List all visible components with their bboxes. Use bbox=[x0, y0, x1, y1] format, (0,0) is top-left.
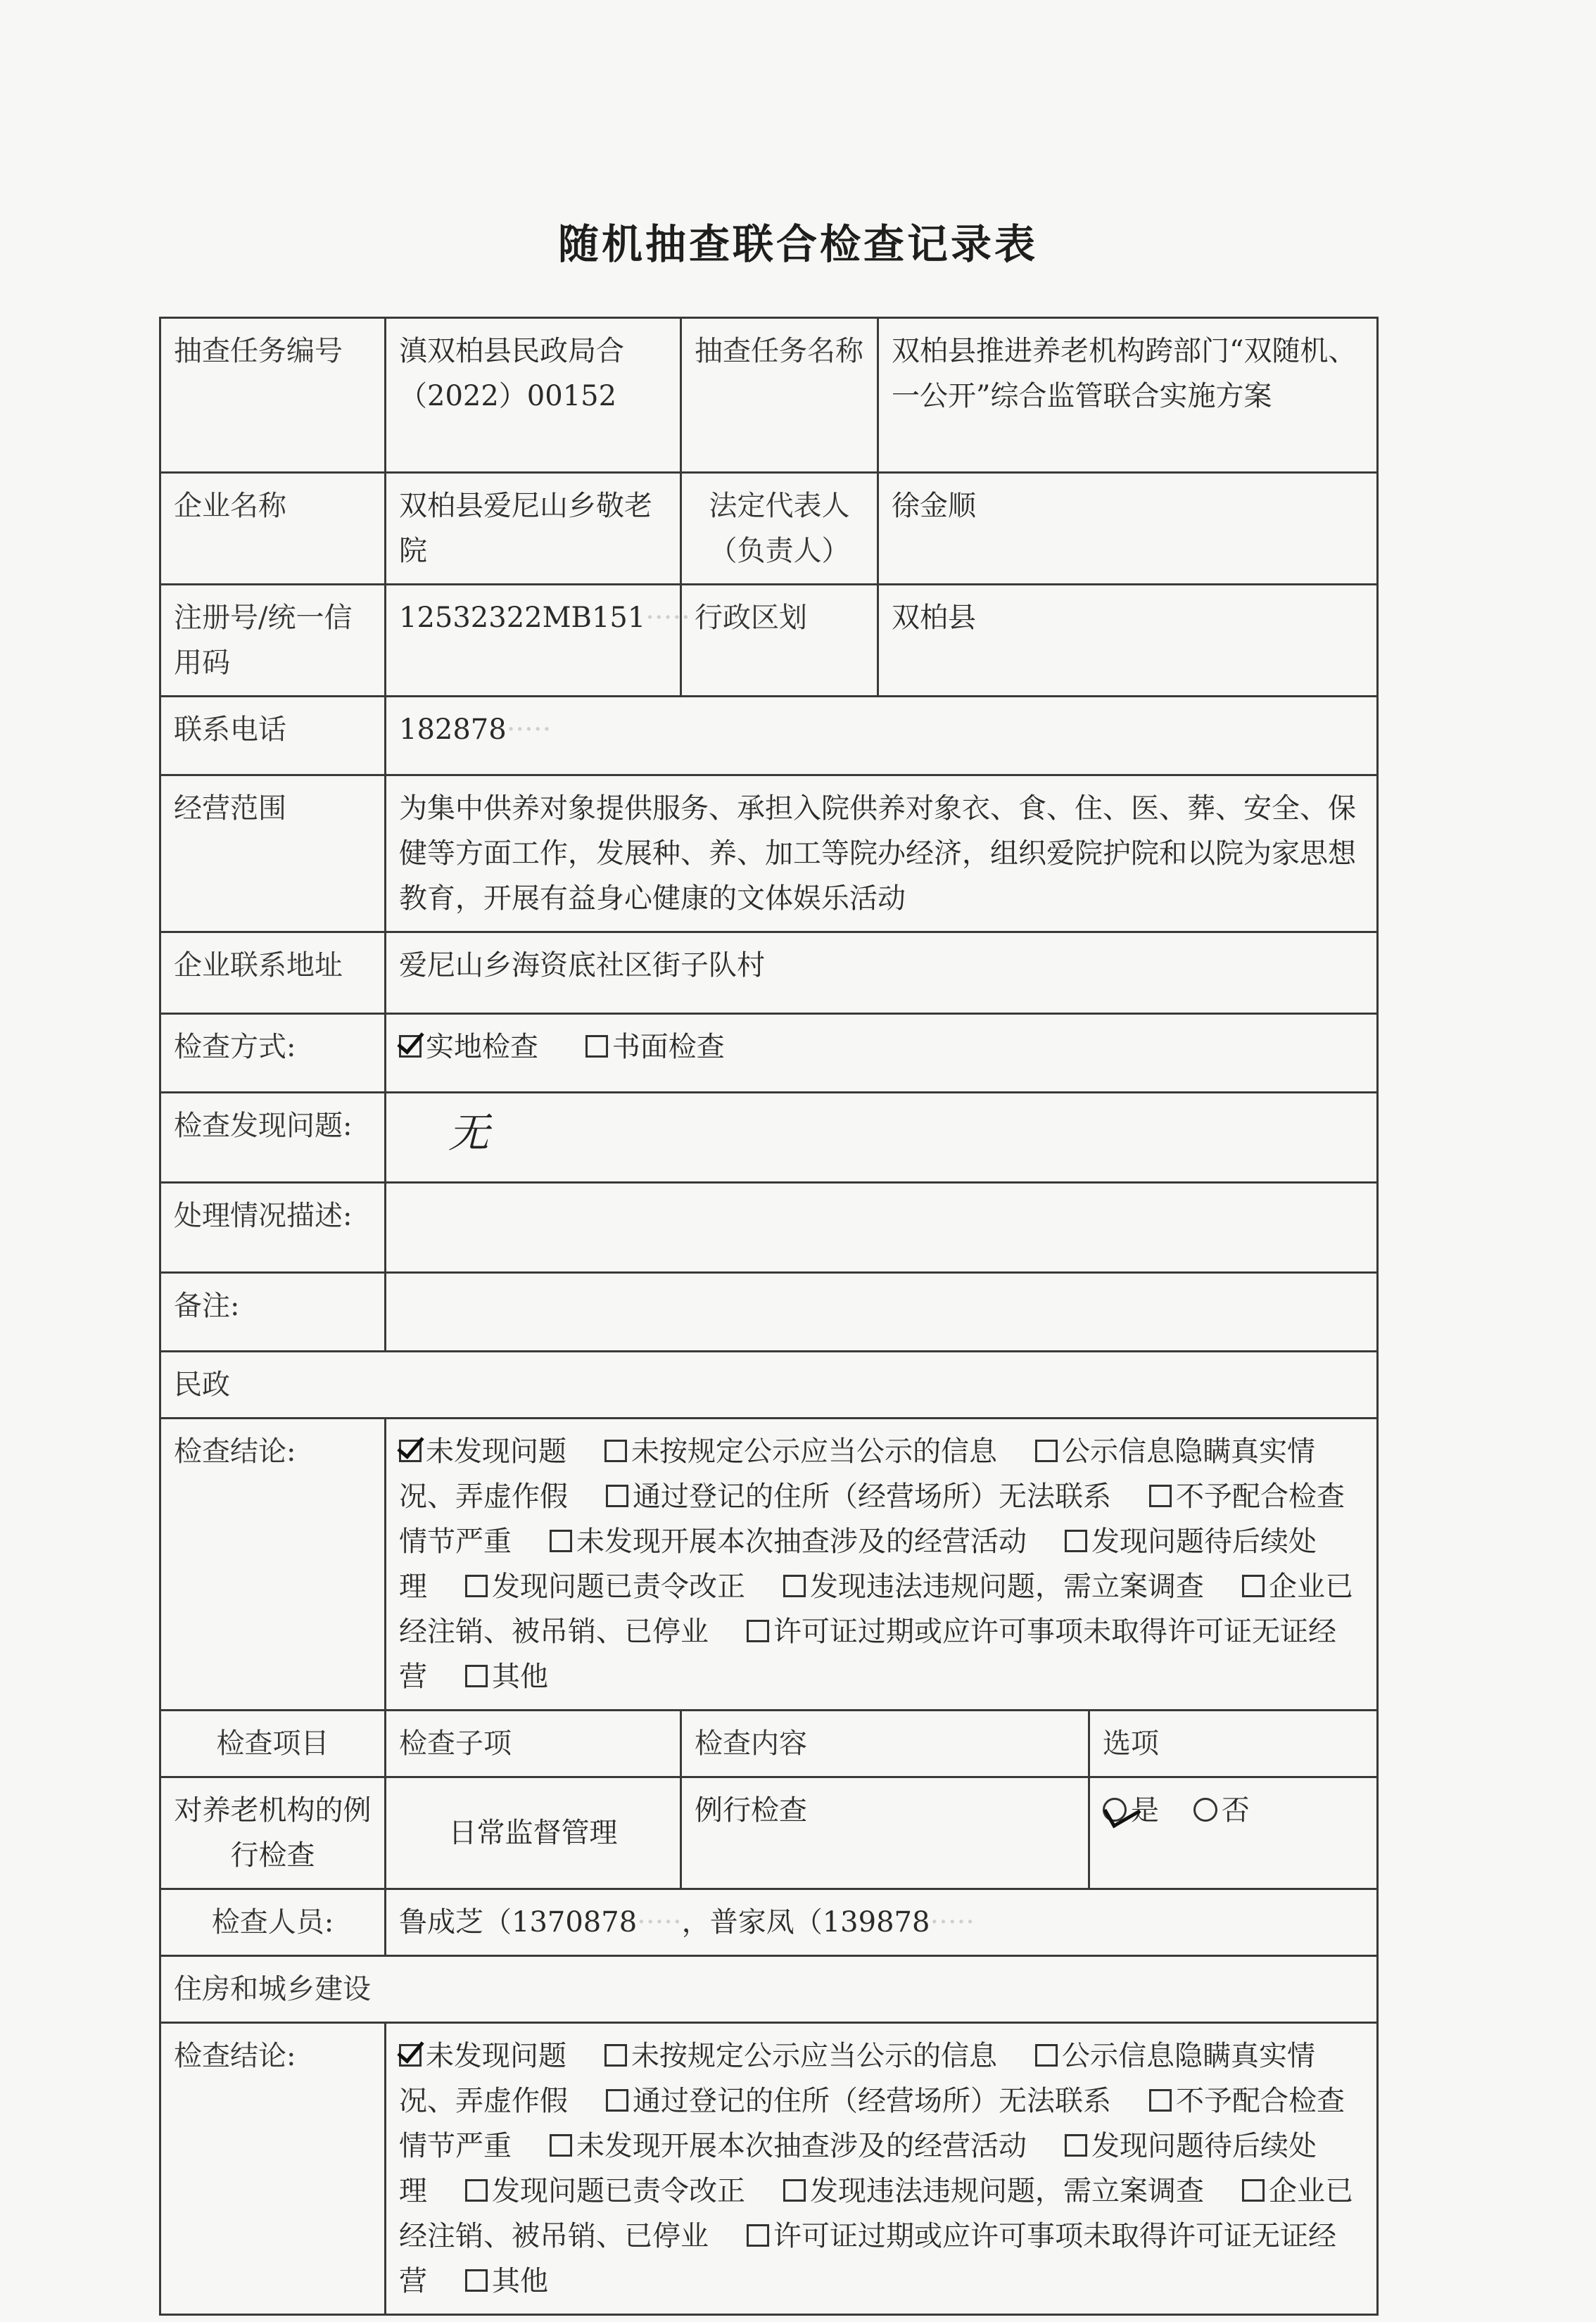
inspector-2-redacted: ····· bbox=[930, 1906, 975, 1939]
task-no-label: 抽查任务编号 bbox=[160, 318, 386, 473]
inspection-record-table bbox=[159, 317, 1379, 2316]
reg-no-redacted: ····· bbox=[645, 602, 690, 634]
checkbox-icon bbox=[606, 1485, 628, 1507]
address-label: 企业联系地址 bbox=[160, 932, 386, 1014]
housing-conclusion-label: 检查结论: bbox=[160, 2023, 386, 2315]
items-row-content: 例行检查 bbox=[681, 1777, 1089, 1889]
civil-option-no-activity[interactable] bbox=[550, 1525, 1027, 1558]
civil-option-label: 发现违法违规问题，需立案调查 bbox=[810, 1571, 1204, 1603]
handling-value bbox=[386, 1183, 1378, 1273]
housing-option-label: 未发现开展本次抽查涉及的经营活动 bbox=[576, 2130, 1027, 2162]
remarks-value bbox=[386, 1273, 1378, 1352]
reg-no-value: 12532322MB151 bbox=[399, 602, 646, 634]
legal-rep-value: 徐金顺 bbox=[878, 473, 1378, 585]
phone-label: 联系电话 bbox=[160, 697, 386, 775]
checkbox-icon bbox=[747, 2224, 769, 2247]
remarks-row bbox=[160, 1273, 1378, 1352]
items-col-content-header: 检查内容 bbox=[681, 1711, 1089, 1777]
checkbox-icon bbox=[465, 1575, 488, 1597]
housing-option-label: 未发现问题 bbox=[426, 2040, 566, 2072]
checkbox-icon bbox=[783, 1575, 806, 1597]
civil-option-label: 发现问题已责令改正 bbox=[492, 1571, 745, 1603]
civil-option-label: 未发现问题 bbox=[426, 1435, 566, 1468]
checkbox-icon bbox=[465, 1665, 488, 1687]
housing-section-title: 住房和城乡建设 bbox=[160, 1956, 1378, 2023]
inspectors-row bbox=[160, 1889, 1378, 1956]
housing-option-label: 发现问题待后续处理 bbox=[399, 2130, 1317, 2207]
items-col-item-header: 检查项目 bbox=[160, 1711, 386, 1777]
method-label: 检查方式: bbox=[160, 1014, 386, 1093]
phone-cell bbox=[386, 697, 1378, 775]
company-value: 双柏县爱尼山乡敬老院 bbox=[386, 473, 681, 585]
items-row-subitem: 日常监督管理 bbox=[386, 1777, 681, 1889]
document-title: 随机抽查联合检查记录表 bbox=[557, 220, 1038, 268]
items-header-row bbox=[160, 1711, 1378, 1777]
remarks-label: 备注: bbox=[160, 1273, 386, 1352]
task-row bbox=[160, 318, 1378, 473]
radio-checked-icon bbox=[1103, 1798, 1127, 1822]
registration-row bbox=[160, 585, 1378, 697]
civil-option-label: 企业已经注销、被吊销、已停业 bbox=[399, 1571, 1353, 1648]
housing-option-label: 通过登记的住所（经营场所）无法联系 bbox=[633, 2085, 1111, 2117]
radio-icon bbox=[1193, 1798, 1217, 1822]
checkbox-icon bbox=[606, 2089, 628, 2112]
checkbox-icon bbox=[604, 1440, 627, 1462]
housing-option-violation[interactable] bbox=[783, 2175, 1204, 2207]
scope-row bbox=[160, 775, 1378, 932]
housing-option-no-activity[interactable] bbox=[550, 2130, 1027, 2162]
issues-row bbox=[160, 1093, 1378, 1183]
method-written-label: 书面检查 bbox=[612, 1031, 725, 1063]
checkbox-icon bbox=[550, 1530, 572, 1552]
civil-option-label: 未发现开展本次抽查涉及的经营活动 bbox=[576, 1525, 1027, 1558]
housing-option-label: 不予配合检查情节严重 bbox=[399, 2085, 1345, 2162]
checkbox-icon bbox=[585, 1035, 608, 1058]
housing-option-label: 公示信息隐瞒真实情况、弄虚作假 bbox=[399, 2040, 1315, 2117]
method-options bbox=[386, 1014, 1378, 1093]
civil-option-not-disclosed[interactable] bbox=[604, 1435, 997, 1468]
reg-no-cell bbox=[386, 585, 690, 697]
checkbox-icon bbox=[465, 2179, 488, 2202]
option-yes-label: 是 bbox=[1131, 1794, 1159, 1827]
housing-option-label: 发现问题已责令改正 bbox=[492, 2175, 745, 2207]
checkbox-icon bbox=[1035, 2044, 1058, 2067]
method-row bbox=[160, 1014, 1378, 1093]
region-value: 双柏县 bbox=[878, 585, 1378, 697]
issues-cell bbox=[386, 1093, 1378, 1183]
housing-option-label: 其他 bbox=[492, 2265, 548, 2297]
method-onsite-label: 实地检查 bbox=[426, 1031, 538, 1063]
company-row bbox=[160, 473, 1378, 585]
civil-option-other[interactable] bbox=[465, 1661, 548, 1693]
civil-option-label: 通过登记的住所（经营场所）无法联系 bbox=[633, 1480, 1111, 1513]
civil-option-label: 其他 bbox=[492, 1661, 548, 1693]
region-label: 行政区划 bbox=[681, 585, 878, 697]
civil-option-label: 发现问题待后续处理 bbox=[399, 1525, 1317, 1603]
civil-conclusion-label: 检查结论: bbox=[160, 1419, 386, 1711]
civil-option-unreachable[interactable] bbox=[606, 1480, 1111, 1513]
inspector-2-name: ，普家凤（ bbox=[681, 1906, 823, 1939]
housing-option-label: 许可证过期或应许可事项未取得许可证无证经营 bbox=[399, 2220, 1336, 2297]
method-onsite-option[interactable] bbox=[399, 1031, 538, 1063]
inspector-1-phone: 1370878 bbox=[512, 1906, 638, 1939]
task-no-value: 滇双柏县民政局合（2022）00152 bbox=[386, 318, 681, 473]
legal-rep-label: 法定代表人（负责人） bbox=[681, 473, 878, 585]
civil-conclusion-options bbox=[386, 1419, 1378, 1711]
civil-affairs-section-title: 民政 bbox=[160, 1352, 1378, 1419]
housing-conclusion-options bbox=[386, 2023, 1378, 2315]
civil-option-label: 不予配合检查情节严重 bbox=[399, 1480, 1345, 1558]
issues-handwritten-value: 无 bbox=[448, 1109, 490, 1157]
checkbox-icon bbox=[1035, 1440, 1058, 1462]
housing-option-label: 发现违法违规问题，需立案调查 bbox=[810, 2175, 1204, 2207]
items-row-options bbox=[1089, 1777, 1378, 1889]
company-label: 企业名称 bbox=[160, 473, 386, 585]
inspectors-value bbox=[386, 1889, 1378, 1956]
phone-row bbox=[160, 697, 1378, 775]
housing-option-other[interactable] bbox=[465, 2265, 548, 2297]
civil-option-violation[interactable] bbox=[783, 1571, 1204, 1603]
option-no-label: 否 bbox=[1221, 1794, 1250, 1827]
civil-option-label: 许可证过期或应许可事项未取得许可证无证经营 bbox=[399, 1616, 1336, 1693]
issues-label: 检查发现问题: bbox=[160, 1093, 386, 1183]
items-col-option-header: 选项 bbox=[1089, 1711, 1378, 1777]
checkbox-icon bbox=[1242, 2179, 1265, 2202]
scope-value: 为集中供养对象提供服务、承担入院供养对象衣、食、住、医、葬、安全、保健等方面工作，发展种、养、加工等院办经济，组织爱院护院和以院为家思想教育，开展有益身心健康的文体娱乐活动 bbox=[386, 775, 1378, 932]
inspectors-label: 检查人员: bbox=[160, 1889, 386, 1956]
reg-no-label: 注册号/统一信用码 bbox=[160, 585, 386, 697]
checkbox-icon bbox=[604, 2044, 627, 2067]
inspector-2-phone: 139878 bbox=[822, 1906, 930, 1939]
civil-option-label: 公示信息隐瞒真实情况、弄虚作假 bbox=[399, 1435, 1315, 1513]
checkbox-checked-icon bbox=[399, 1440, 422, 1462]
scope-label: 经营范围 bbox=[160, 775, 386, 932]
option-no[interactable] bbox=[1193, 1794, 1250, 1827]
phone-value: 182878 bbox=[399, 713, 507, 746]
civil-option-label: 未按规定公示应当公示的信息 bbox=[631, 1435, 997, 1468]
checkbox-icon bbox=[1242, 1575, 1265, 1597]
checkbox-icon bbox=[747, 1620, 769, 1642]
checkbox-checked-icon bbox=[399, 1035, 422, 1058]
checkbox-icon bbox=[1149, 2089, 1172, 2112]
option-yes[interactable] bbox=[1103, 1794, 1159, 1827]
housing-option-label: 企业已经注销、被吊销、已停业 bbox=[399, 2175, 1353, 2252]
civil-option-no-problem[interactable] bbox=[399, 1435, 566, 1468]
task-name-label: 抽查任务名称 bbox=[681, 318, 878, 473]
inspector-1-redacted: ····· bbox=[637, 1906, 682, 1939]
housing-option-label: 未按规定公示应当公示的信息 bbox=[631, 2040, 997, 2072]
checkbox-checked-icon bbox=[399, 2044, 422, 2067]
address-row bbox=[160, 932, 1378, 1014]
handling-label: 处理情况描述: bbox=[160, 1183, 386, 1273]
housing-option-not-disclosed[interactable] bbox=[604, 2040, 997, 2072]
housing-option-corrected[interactable] bbox=[465, 2175, 745, 2207]
checkbox-icon bbox=[1065, 2134, 1087, 2157]
housing-conclusion-row bbox=[160, 2023, 1378, 2315]
items-col-subitem-header: 检查子项 bbox=[386, 1711, 681, 1777]
handling-row bbox=[160, 1183, 1378, 1273]
checkbox-icon bbox=[465, 2269, 488, 2292]
address-value: 爱尼山乡海资底社区街子队村 bbox=[386, 932, 1378, 1014]
civil-affairs-section-row bbox=[160, 1352, 1378, 1419]
checkbox-icon bbox=[1065, 1530, 1087, 1552]
civil-conclusion-row bbox=[160, 1419, 1378, 1711]
checkbox-icon bbox=[783, 2179, 806, 2202]
housing-section-row bbox=[160, 1956, 1378, 2023]
method-written-option[interactable] bbox=[585, 1031, 725, 1063]
housing-option-unreachable[interactable] bbox=[606, 2085, 1111, 2117]
items-row-item: 对养老机构的例行检查 bbox=[160, 1777, 386, 1889]
task-name-value: 双柏县推进养老机构跨部门“双随机、一公开”综合监管联合实施方案 bbox=[878, 318, 1378, 473]
checkbox-icon bbox=[550, 2134, 572, 2157]
civil-option-corrected[interactable] bbox=[465, 1571, 745, 1603]
phone-redacted: ····· bbox=[506, 713, 552, 746]
items-row bbox=[160, 1777, 1378, 1889]
housing-option-no-problem[interactable] bbox=[399, 2040, 566, 2072]
inspector-1-name: 鲁成芝（ bbox=[399, 1906, 512, 1939]
checkbox-icon bbox=[1149, 1485, 1172, 1507]
